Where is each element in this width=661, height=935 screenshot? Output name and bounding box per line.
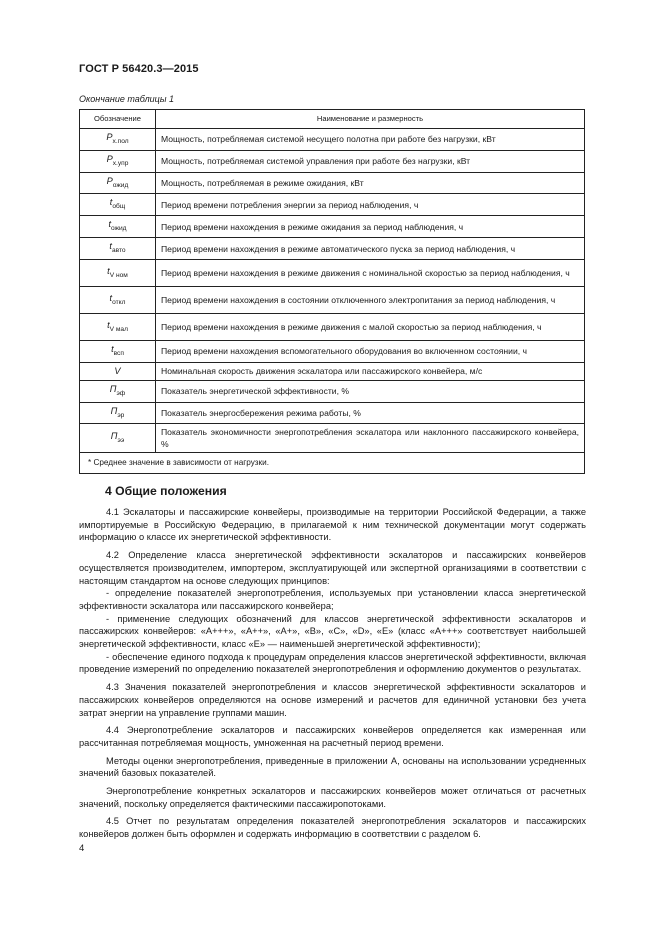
paragraph: 4.3 Значения показателей энергопотребления и классов энергетической эффективности эскалаторов и пассажирских конвейеров определяются на основе измерений и расчетов для единичной установки без учета затрат энергии на управление группами машин. xyxy=(79,682,586,718)
table-header-row xyxy=(80,110,585,129)
table-row xyxy=(80,402,585,424)
symbol-cell xyxy=(80,362,156,380)
description-cell: Номинальная скорость движения эскалатора или пассажирского конвейера, м/с xyxy=(156,362,585,380)
paragraph: Методы оценки энергопотребления, приведенные в приложении А, основаны на использовании усредненных значений базовых показателей. xyxy=(79,755,586,779)
table-caption: Окончание таблицы 1 xyxy=(79,94,174,104)
symbol-letter: V xyxy=(114,366,121,377)
symbol-cell xyxy=(80,380,156,402)
symbol-subscript: х.пол xyxy=(112,137,129,145)
paragraph: - обеспечение единого подхода к процедурам определения классов энергетической эффективности, включая проведение измерений по определению показателей энергопотребления и оформлению документов о результатах. xyxy=(79,651,586,675)
symbol-cell xyxy=(80,216,156,238)
symbol-subscript: общ xyxy=(112,203,126,211)
symbol-cell xyxy=(80,238,156,260)
page-number: 4 xyxy=(79,843,85,854)
symbol-cell xyxy=(80,194,156,216)
paragraph: 4.1 Эскалаторы и пассажирские конвейеры, производимые на территории Российской Федерации, а также импортируемые в Российскую Федерацию, в прилагаемой к ним технической документации могут содержать информацию о классе их энергетической эффективности. xyxy=(79,507,586,543)
symbol-letter: P xyxy=(106,175,113,186)
paragraph: Энергопотребление конкретных эскалаторов и пассажирских конвейеров может отличаться от расчетных значений, поскольку определяется фактическими пассажиропотоками. xyxy=(79,786,586,809)
document-header: ГОСТ Р 56420.3—2015 xyxy=(79,63,199,75)
symbol-subscript: откл xyxy=(112,298,126,306)
symbol-subscript: эф xyxy=(116,389,126,397)
table-row xyxy=(80,238,585,260)
symbol-letter: t xyxy=(111,343,114,354)
symbol-subscript: ожид xyxy=(111,225,127,233)
symbols-table xyxy=(79,109,585,474)
table-row xyxy=(80,150,585,172)
description-cell: Показатель экономичности энергопотребления эскалатора или наклонного пассажирского конвейера, % xyxy=(156,424,585,453)
symbol-cell xyxy=(80,424,156,453)
description-cell: Период времени нахождения в режиме ожидания за период наблюдения, ч xyxy=(156,216,585,238)
paragraph: - применение следующих обозначений для классов энергетической эффективности эскалаторов и пассажирских конвейеров: «А+++», «А++», «А+», «В», «С», «D», «Е» (класс «А+++» соответствует наибольшей энергетической эффективности, класс «Е» — наименьшей энергетической эффективности); xyxy=(79,613,586,650)
symbol-letter: П xyxy=(109,383,117,394)
table-row xyxy=(80,286,585,313)
symbol-letter: t xyxy=(109,292,113,303)
table-note-row xyxy=(80,453,585,474)
symbol-letter: t xyxy=(108,219,111,230)
symbol-subscript: авто xyxy=(111,246,126,254)
table-row xyxy=(80,340,585,362)
column-header-description: Наименование и размерность xyxy=(156,110,585,129)
symbol-letter: P xyxy=(106,132,113,142)
symbol-subscript: х.упр xyxy=(112,159,129,167)
symbol-letter: t xyxy=(107,265,110,276)
symbol-letter: П xyxy=(110,431,118,442)
symbol-cell xyxy=(80,129,156,151)
symbol-letter: t xyxy=(109,197,113,208)
column-header-symbol: Обозначение xyxy=(80,110,156,129)
table-row xyxy=(80,380,585,402)
description-cell: Период времени нахождения в режиме движения с номинальной скоростью за период наблюдения, ч xyxy=(156,259,585,286)
symbol-subscript: ожид xyxy=(112,181,129,189)
symbol-cell xyxy=(80,340,156,362)
table-row xyxy=(80,172,585,194)
section-title: 4 Общие положения xyxy=(105,484,227,498)
table-row xyxy=(80,194,585,216)
symbol-cell xyxy=(80,150,156,172)
paragraph: 4.4 Энергопотребление эскалаторов и пассажирских конвейеров определяется как измеренная или рассчитанная потребляемая мощность, умноженная на расчетный период времени. xyxy=(79,725,586,748)
symbol-letter: t xyxy=(109,241,112,252)
description-cell: Мощность, потребляемая в режиме ожидания, кВт xyxy=(156,172,585,194)
paragraph: - определение показателей энергопотребления, используемых при установлении класса энергетической эффективности эскалатора или пассажирского конвейера; xyxy=(79,588,586,611)
description-cell: Показатель энергосбережения режима работы, % xyxy=(156,402,585,424)
description-cell: Мощность, потребляемая системой несущего полотна при работе без нагрузки, кВт xyxy=(156,129,585,151)
symbol-cell xyxy=(80,172,156,194)
description-cell: Период времени нахождения в режиме автоматического пуска за период наблюдения, ч xyxy=(156,238,585,260)
description-cell: Мощность, потребляемая системой управления при работе без нагрузки, кВт xyxy=(156,150,585,172)
symbol-cell xyxy=(80,402,156,424)
table-footnote: * Среднее значение в зависимости от нагрузки. xyxy=(80,453,585,474)
symbol-subscript: V мал xyxy=(109,325,128,333)
symbol-cell xyxy=(80,286,156,313)
symbol-subscript: ээ xyxy=(117,436,125,444)
paragraph: 4.5 Отчет по результатам определения показателей энергопотребления эскалаторов и пассажирских конвейеров должен быть оформлен и содержать информацию в соответствии с разделом 6. xyxy=(79,816,586,840)
symbol-subscript: V ном xyxy=(109,271,128,279)
paragraph: 4.2 Определение класса энергетической эффективности эскалаторов и пассажирских конвейеров осуществляется производителем, импортером, эксплуатирующей или экспертной организациями в соответствии с настоящим стандартом на основе следующих принципов: xyxy=(79,550,586,586)
description-cell: Период времени нахождения в режиме движения с малой скоростью за период наблюдения, ч xyxy=(156,313,585,340)
description-cell: Период времени нахождения в состоянии отключенного электропитания за период наблюдения, ч xyxy=(156,286,585,313)
table-row xyxy=(80,216,585,238)
symbol-letter: t xyxy=(107,319,110,330)
symbol-subscript: эр xyxy=(117,411,125,419)
table-row xyxy=(80,259,585,286)
symbol-cell xyxy=(80,313,156,340)
symbol-letter: П xyxy=(110,405,118,416)
symbol-letter: P xyxy=(106,153,113,164)
table-row xyxy=(80,129,585,151)
table-row xyxy=(80,313,585,340)
table-row xyxy=(80,424,585,453)
symbol-subscript: всп xyxy=(113,349,124,357)
description-cell: Показатель энергетической эффективности, % xyxy=(156,380,585,402)
section-body xyxy=(79,506,586,841)
symbol-cell xyxy=(80,259,156,286)
description-cell: Период времени нахождения вспомогательного оборудования во включенном состоянии, ч xyxy=(156,340,585,362)
table-row xyxy=(80,362,585,380)
description-cell: Период времени потребления энергии за период наблюдения, ч xyxy=(156,194,585,216)
